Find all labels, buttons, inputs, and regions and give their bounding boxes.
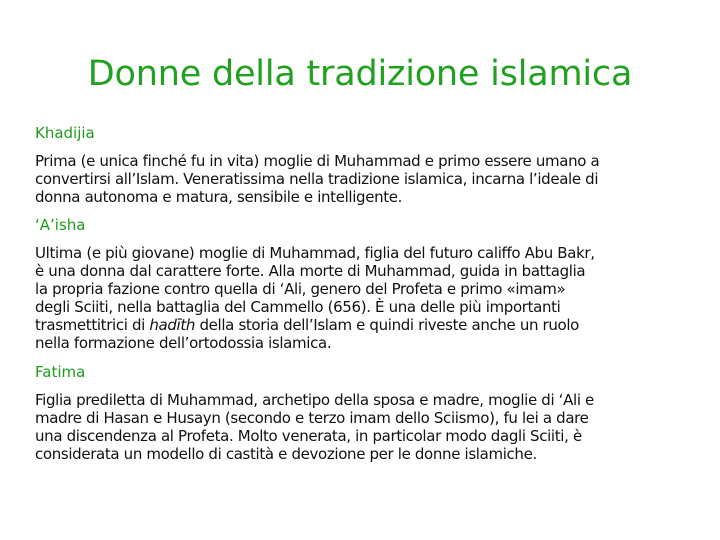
text-line: convertirsi all’Islam. Veneratissima nella tradizione islamica, incarna l’ideale di — [35, 170, 599, 188]
text-segment: della storia dell’Islam e quindi riveste anche un ruolo — [195, 316, 580, 334]
section-heading: Fatima — [35, 363, 86, 381]
section-khadijia — [35, 124, 675, 206]
text-line: nella formazione dell’ortodossia islamica. — [35, 334, 332, 352]
italic-term: hadīth — [149, 316, 196, 334]
section-fatima — [35, 363, 675, 463]
text-segment: trasmettitrici di — [35, 316, 150, 334]
section-body — [35, 152, 675, 206]
text-line: degli Sciiti, nella battaglia del Cammello (656). È una delle più importanti — [35, 298, 561, 316]
text-line: Prima (e unica finché fu in vita) moglie di Muhammad e primo essere umano a — [35, 152, 600, 170]
slide-title: Donne della tradizione islamica — [87, 54, 633, 94]
section-body — [35, 244, 675, 352]
text-line — [35, 316, 675, 334]
text-line: è una donna dal carattere forte. Alla morte di Muhammad, guida in battaglia — [35, 262, 586, 280]
section-heading: Khadijia — [35, 124, 95, 142]
section-body — [35, 391, 675, 463]
text-line: considerata un modello di castità e devozione per le donne islamiche. — [35, 445, 537, 463]
section-heading: ‘A’isha — [35, 216, 86, 234]
section-aisha — [35, 216, 675, 352]
text-line: donna autonoma e matura, sensibile e intelligente. — [35, 188, 403, 206]
text-line: la propria fazione contro quella di ‘Ali, genero del Profeta e primo «imam» — [35, 280, 566, 298]
text-line: madre di Hasan e Husayn (secondo e terzo imam dello Sciismo), fu lei a dare — [35, 409, 589, 427]
text-line: Ultima (e più giovane) moglie di Muhammad, figlia del futuro califfo Abu Bakr, — [35, 244, 595, 262]
text-line: Figlia prediletta di Muhammad, archetipo della sposa e madre, moglie di ‘Ali e — [35, 391, 594, 409]
text-line: una discendenza al Profeta. Molto venerata, in particolar modo dagli Sciiti, è — [35, 427, 582, 445]
slide-content — [35, 124, 675, 463]
